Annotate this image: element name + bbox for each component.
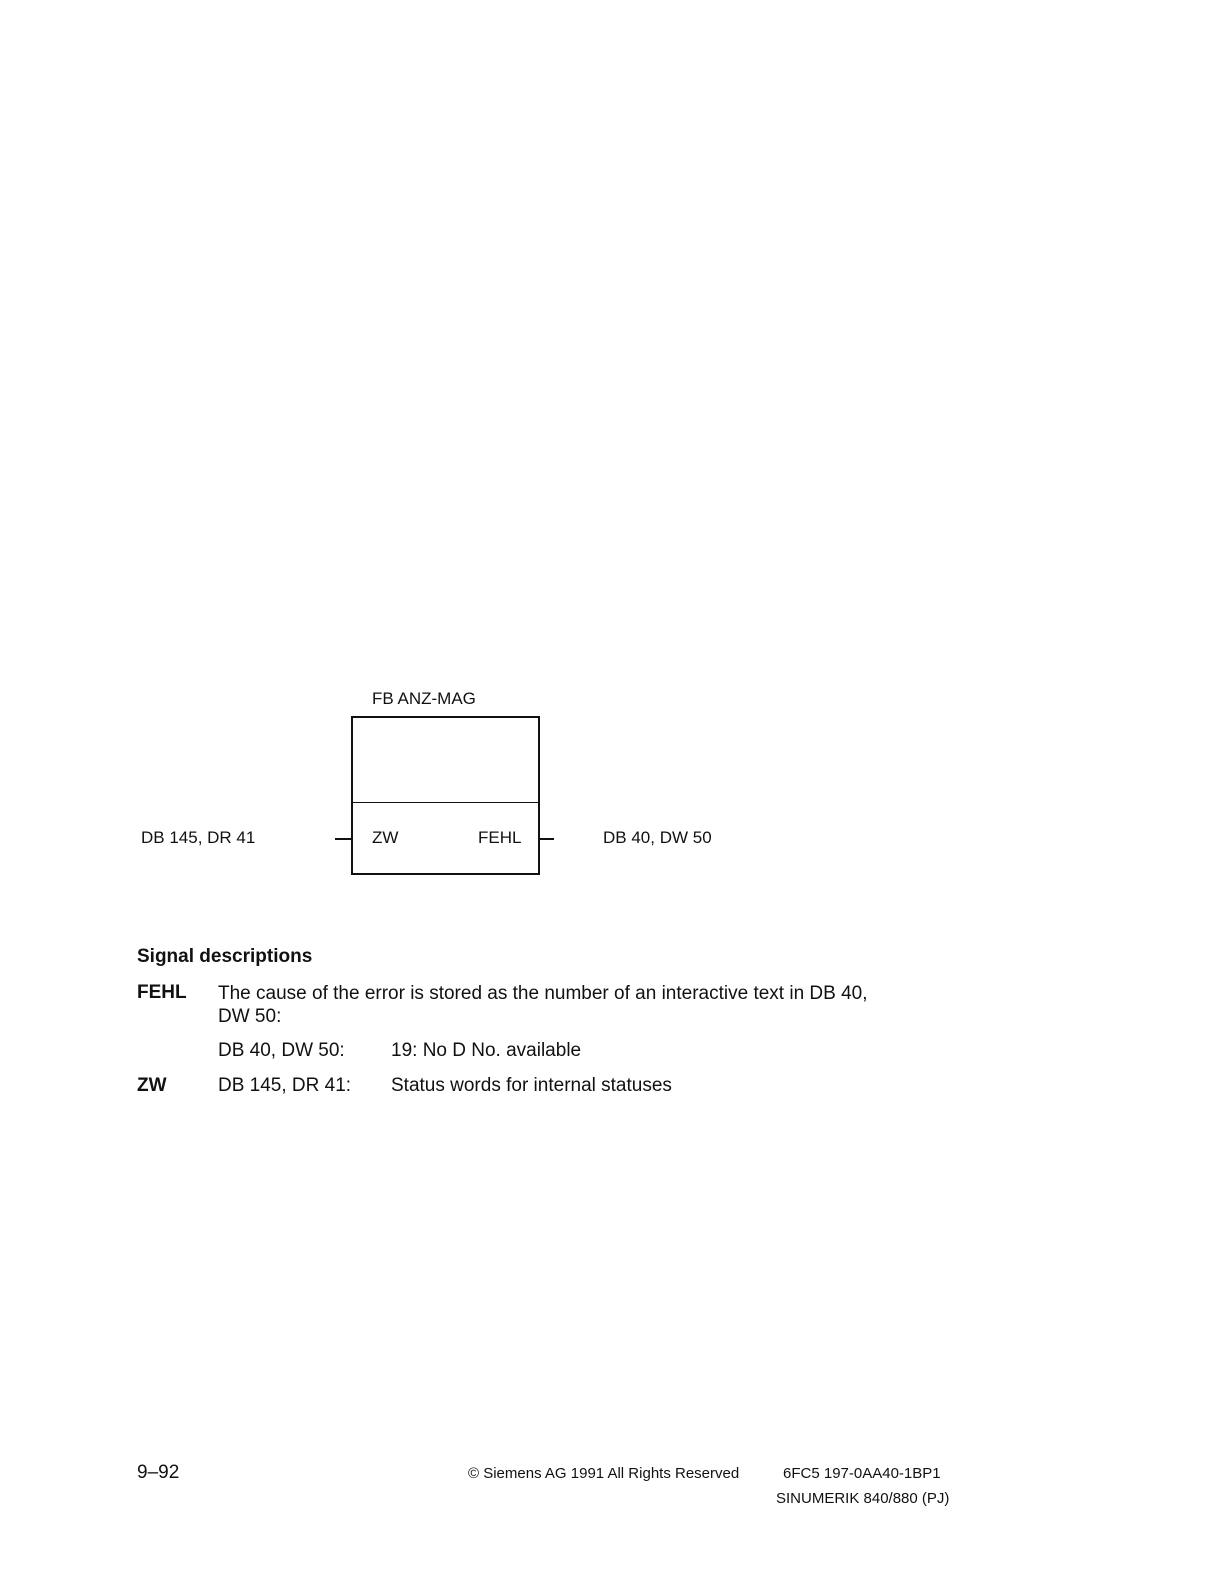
block-divider [353,802,538,803]
page-number: 9–92 [137,1462,180,1483]
copyright-notice: © Siemens AG 1991 All Rights Reserved [468,1465,740,1482]
input-signal-label: DB 145, DR 41 [141,828,256,847]
fehl-address: DB 40, DW 50: [218,1040,345,1061]
zw-term: ZW [137,1075,167,1096]
section-heading: Signal descriptions [137,946,313,967]
fehl-value: 19: No D No. available [391,1040,582,1061]
output-pin-label: FEHL [478,828,522,847]
output-signal-label: DB 40, DW 50 [603,828,712,847]
block-title: FB ANZ-MAG [372,689,476,708]
product-name: SINUMERIK 840/880 (PJ) [776,1490,950,1507]
zw-address: DB 145, DR 41: [218,1075,352,1096]
input-pin-line [335,838,351,840]
zw-value: Status words for internal statuses [391,1075,672,1096]
fehl-description: The cause of the error is stored as the number of an interactive text in DB 40, DW 50: [218,983,868,1027]
fehl-term: FEHL [137,982,187,1003]
input-pin-label: ZW [372,828,399,847]
function-block-box [351,716,540,875]
output-pin-line [538,838,554,840]
order-number: 6FC5 197-0AA40-1BP1 [783,1465,941,1482]
